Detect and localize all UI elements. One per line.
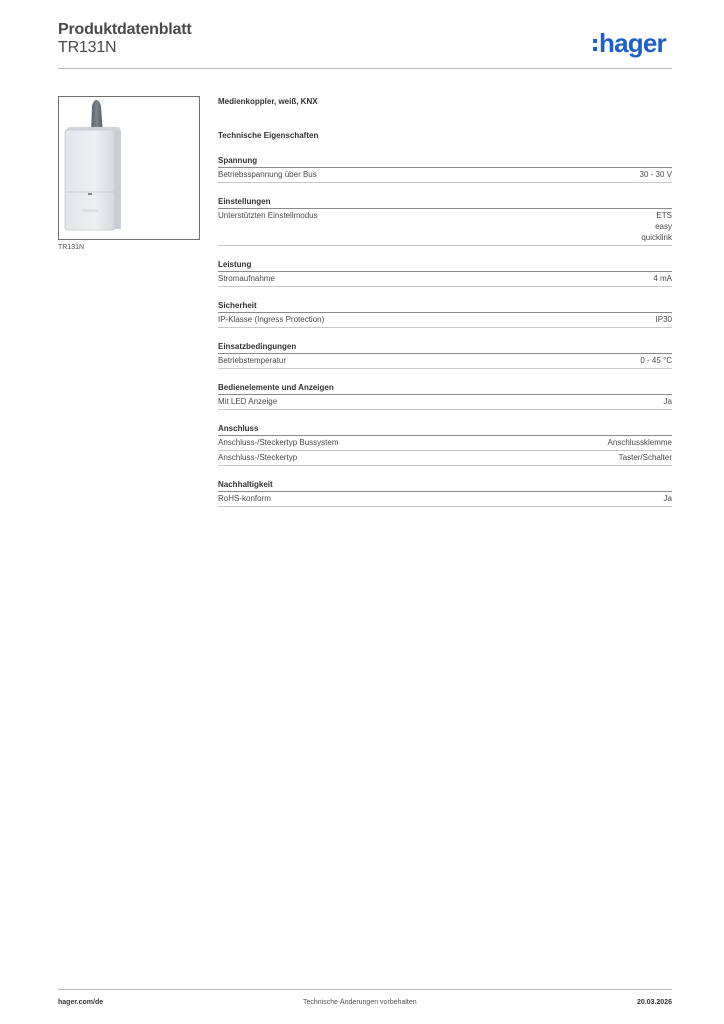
spec-label: Mit LED Anzeige	[218, 397, 278, 406]
hager-logo	[593, 28, 666, 58]
spec-value: Taster/Schalter	[618, 453, 672, 462]
spec-row	[218, 209, 672, 246]
section-title: Nachhaltigkeit	[218, 479, 672, 492]
section-title: Anschluss	[218, 423, 672, 436]
spec-label: Betriebstemperatur	[218, 356, 287, 365]
logo-dots-icon	[593, 39, 597, 51]
footer-date: 20.03.2026	[636, 999, 672, 1006]
spec-values	[653, 273, 672, 284]
spec-label: Betriebsspannung über Bus	[218, 170, 317, 179]
spec-section	[218, 300, 672, 328]
media-coupler-device-icon	[59, 97, 199, 239]
spec-values	[664, 493, 672, 504]
spec-values	[664, 396, 672, 407]
image-caption: TR131N	[58, 244, 85, 251]
footer-note: Technische Änderungen vorbehalten	[303, 999, 417, 1006]
header-divider	[58, 68, 672, 69]
footer-website[interactable]: hager.com/de	[58, 999, 104, 1006]
spec-section	[218, 196, 672, 246]
section-title: Bedienelemente und Anzeigen	[218, 382, 672, 395]
section-title: Einsatzbedingungen	[218, 341, 672, 354]
spec-label: Anschluss-/Steckertyp	[218, 453, 298, 462]
spec-label: Unterstützten Einstellmodus	[218, 211, 318, 220]
section-title: Spannung	[218, 155, 672, 168]
product-name: Medienkoppler, weiß, KNX	[218, 97, 318, 106]
spec-value: Ja	[663, 494, 672, 503]
spec-value: Ja	[663, 397, 672, 406]
spec-section	[218, 259, 672, 287]
spec-section	[218, 341, 672, 369]
spec-values	[640, 169, 672, 180]
section-title: Einstellungen	[218, 196, 672, 209]
spec-row	[218, 168, 672, 183]
footer-divider	[58, 989, 672, 990]
spec-content	[218, 96, 672, 507]
spec-values	[608, 437, 672, 448]
section-title: Sicherheit	[218, 300, 672, 313]
spec-row	[218, 272, 672, 287]
product-code: TR131N	[58, 39, 117, 56]
spec-label: Stromaufnahme	[218, 274, 275, 283]
product-image	[58, 96, 200, 240]
spec-value: 0 - 45 °C	[640, 356, 672, 365]
spec-values	[640, 355, 672, 366]
spec-section	[218, 382, 672, 410]
spec-section	[218, 423, 672, 466]
spec-label: RoHS-konform	[218, 494, 271, 503]
spec-row	[218, 436, 672, 451]
spec-value: 4 mA	[653, 274, 672, 283]
spec-value: Anschlussklemme	[607, 438, 672, 447]
spec-value: ETS	[656, 211, 672, 220]
spec-sections	[218, 155, 672, 507]
spec-value: quicklink	[641, 233, 672, 242]
spec-value: easy	[655, 222, 672, 231]
section-title: Leistung	[218, 259, 672, 272]
spec-section	[218, 479, 672, 507]
logo-text: hager	[599, 28, 666, 58]
spec-label: Anschluss-/Steckertyp Bussystem	[218, 438, 339, 447]
spec-row	[218, 492, 672, 507]
spec-section	[218, 155, 672, 183]
spec-values	[619, 452, 672, 463]
spec-row	[218, 395, 672, 410]
spec-value: 30 - 30 V	[639, 170, 672, 179]
spec-label: IP-Klasse (Ingress Protection)	[218, 315, 325, 324]
spec-row	[218, 451, 672, 466]
tech-properties-heading: Technische Eigenschaften	[218, 131, 319, 140]
spec-values	[641, 210, 672, 243]
spec-row	[218, 313, 672, 328]
page-title: Produktdatenblatt	[58, 21, 192, 38]
spec-values	[656, 314, 672, 325]
spec-row	[218, 354, 672, 369]
spec-value: IP30	[655, 315, 672, 324]
